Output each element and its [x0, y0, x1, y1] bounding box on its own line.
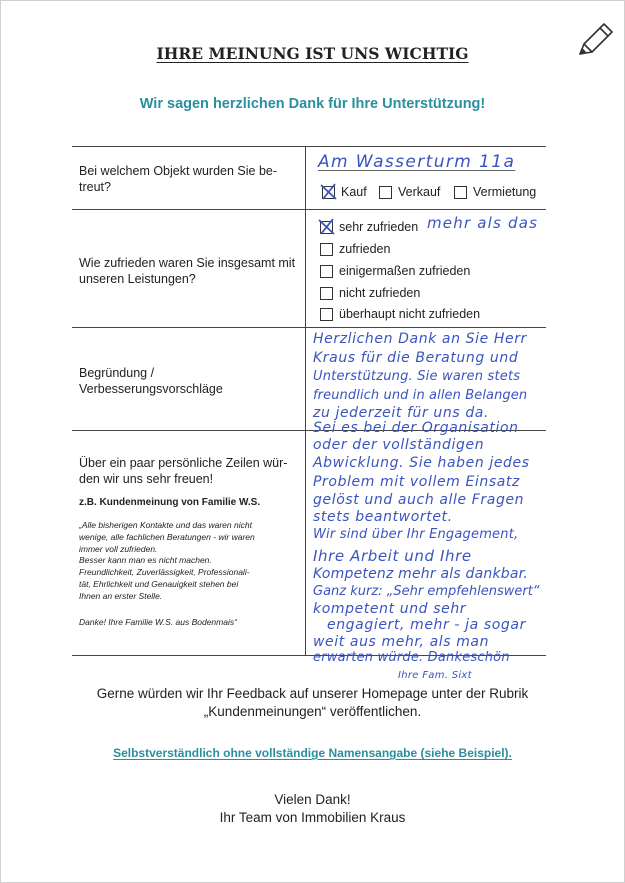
- option-zufrieden[interactable]: [320, 242, 390, 256]
- footer-feedback-line1: Gerne würden wir Ihr Feedback auf unserer Homepage unter der Rubrik: [96, 686, 529, 701]
- handwritten-line: Ganz kurz: „Sehr empfehlenswert“: [313, 584, 540, 599]
- handwritten-line: Sei es bei der Organisation: [313, 420, 519, 436]
- reason-label-line1: Begründung /: [79, 366, 155, 380]
- page-title: IHRE MEINUNG IST UNS WICHTIG: [156, 44, 469, 63]
- handwritten-line: kompetent und sehr: [313, 601, 467, 617]
- object-question-line1: Bei welchem Objekt wurden Sie be-: [79, 164, 278, 178]
- example-line: „Alle bisherigen Kontakte und das waren nicht: [79, 520, 252, 530]
- handwritten-line: weit aus mehr, als man: [313, 634, 490, 650]
- handwritten-line: Problem mit vollem Einsatz: [313, 474, 520, 490]
- option-kauf-label: Kauf: [341, 185, 367, 199]
- checkbox-kauf[interactable]: [322, 186, 335, 199]
- example-line: tät, Ehrlichkeit und Genauigkeit stehen bei: [79, 578, 239, 589]
- checkbox-zufrieden[interactable]: [320, 243, 333, 256]
- handwritten-line: zu jederzeit für uns da.: [313, 405, 490, 421]
- handwritten-line: gelöst und auch alle Fragen: [313, 492, 525, 508]
- handwritten-line: freundlich und in allen Belangen: [313, 388, 528, 403]
- option-sehr-zufrieden-label: sehr zufrieden: [339, 220, 419, 234]
- satisfaction-question-line2: unseren Leistungen?: [79, 272, 196, 286]
- object-answer-handwritten[interactable]: Am Wasserturm 11a: [318, 152, 516, 172]
- option-kauf[interactable]: [322, 185, 367, 199]
- checkbox-verkauf[interactable]: [379, 186, 392, 199]
- satisfaction-note-handwritten[interactable]: mehr als das: [427, 214, 539, 232]
- handwritten-line: Abwicklung. Sie haben jedes: [313, 455, 530, 471]
- option-ueberhaupt-nicht-zufrieden-label: überhaupt nicht zufrieden: [339, 307, 481, 321]
- option-einigermassen-zufrieden[interactable]: [320, 264, 470, 278]
- example-line: wenige, alle fachlichen Beratungen - wir waren: [79, 531, 255, 542]
- footer-feedback-line2: „Kundenmeinungen“ veröffentlichen.: [203, 704, 422, 719]
- table-divider: [305, 146, 306, 655]
- option-vermietung[interactable]: [454, 185, 536, 199]
- reason-label-line2: Verbesserungsvorschläge: [79, 382, 223, 396]
- personal-label: [79, 455, 287, 487]
- object-question: [79, 163, 277, 195]
- handwritten-line: Wir sind über Ihr Engagement,: [313, 527, 519, 542]
- option-sehr-zufrieden[interactable]: [320, 220, 418, 234]
- personal-label-line1: Über ein paar persönliche Zeilen wür-: [79, 456, 288, 470]
- table-line-2: [72, 327, 546, 328]
- checkbox-vermietung[interactable]: [454, 186, 467, 199]
- table-line-1: [72, 209, 546, 210]
- handwritten-line: Kompetenz mehr als dankbar.: [313, 566, 528, 582]
- cross-mark-icon: [320, 183, 337, 200]
- checkbox-einigermassen-zufrieden[interactable]: [320, 265, 333, 278]
- personal-label-line2: den wir uns sehr freuen!: [79, 472, 214, 486]
- option-nicht-zufrieden[interactable]: [320, 286, 420, 300]
- option-zufrieden-label: zufrieden: [339, 242, 391, 256]
- object-question-line2: treut?: [79, 180, 111, 194]
- handwritten-line: engagiert, mehr - ja sogar: [327, 617, 526, 633]
- satisfaction-question: [79, 255, 295, 287]
- footer-note-link[interactable]: Selbstverständlich ohne vollständige Namensangabe (siehe Beispiel).: [113, 746, 512, 760]
- option-verkauf-label: Verkauf: [398, 185, 441, 199]
- example-line: Freundlichkeit, Zuverlässigkeit, Professionali-: [79, 567, 250, 578]
- handwritten-signature: Ihre Fam. Sixt: [398, 670, 472, 681]
- option-einigermassen-zufrieden-label: einigermaßen zufrieden: [339, 264, 471, 278]
- footer-thanks: Vielen Dank!: [274, 792, 351, 807]
- handwritten-line: oder der vollständigen: [313, 437, 485, 453]
- handwritten-line: Kraus für die Beratung und: [313, 350, 519, 366]
- option-nicht-zufrieden-label: nicht zufrieden: [339, 286, 421, 300]
- table-line-top: [72, 146, 546, 147]
- handwritten-line: stets beantwortet.: [313, 509, 453, 525]
- handwritten-line: erwarten würde. Dankeschön: [313, 650, 510, 665]
- checkbox-ueberhaupt-nicht-zufrieden[interactable]: [320, 308, 333, 321]
- footer-team: Ihr Team von Immobilien Kraus: [219, 810, 406, 825]
- example-line: Ihnen an erster Stelle.: [79, 590, 163, 601]
- example-signature: Danke! Ihre Familie W.S. aus Bodenmais“: [79, 617, 237, 627]
- checkbox-sehr-zufrieden[interactable]: [320, 221, 333, 234]
- option-ueberhaupt-nicht-zufrieden[interactable]: [320, 307, 480, 321]
- handwritten-line: Unterstützung. Sie waren stets: [313, 369, 521, 384]
- example-quote: [79, 520, 301, 603]
- page-subtitle: Wir sagen herzlichen Dank für Ihre Unterstützung!: [139, 96, 486, 112]
- handwritten-line: Herzlichen Dank an Sie Herr: [313, 331, 527, 347]
- cross-mark-icon: [318, 218, 335, 235]
- option-verkauf[interactable]: [379, 185, 440, 199]
- example-title: z.B. Kundenmeinung von Familie W.S.: [79, 497, 261, 508]
- option-vermietung-label: Vermietung: [473, 185, 537, 199]
- satisfaction-question-line1: Wie zufrieden waren Sie insgesamt mit: [79, 256, 296, 270]
- example-line: Besser kann man es nicht machen.: [79, 555, 212, 566]
- reason-label: [79, 365, 223, 397]
- example-line: immer voll zufrieden.: [79, 543, 158, 554]
- checkbox-nicht-zufrieden[interactable]: [320, 287, 333, 300]
- handwritten-line: Ihre Arbeit und Ihre: [313, 547, 472, 565]
